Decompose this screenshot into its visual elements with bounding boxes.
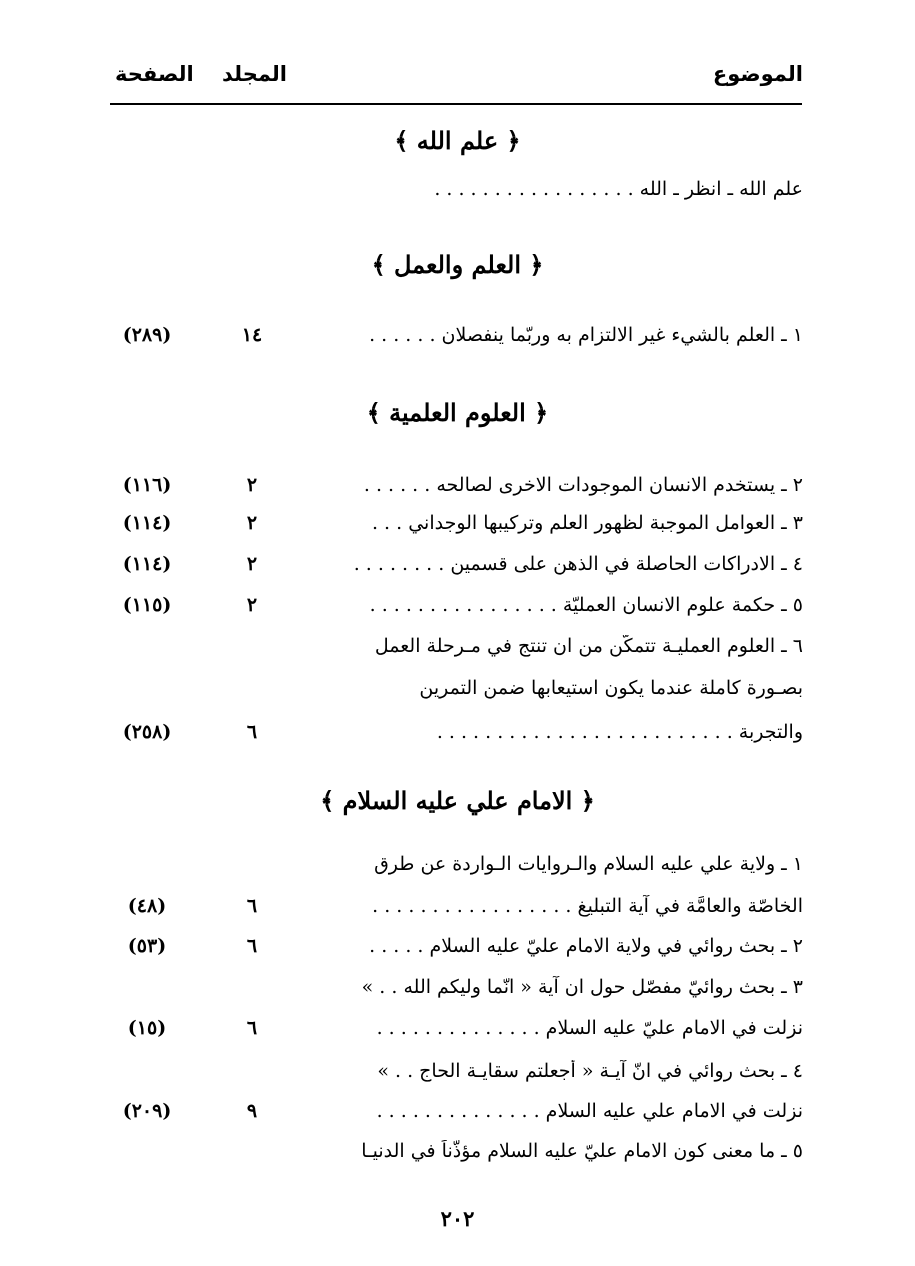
entry-line: نزلت في الامام عليّ عليه السلام . . . . . . . . . . . . . . (376, 1017, 803, 1039)
section-title: ﴿ العلم والعمل ﴾ (371, 250, 544, 279)
entry-line: ٤ ـ الادراكات الحاصلة في الذهن على قسمين . . . . . . . . (353, 553, 803, 575)
entry-volume: ٢ (246, 553, 258, 575)
entry-line: والتجربة . . . . . . . . . . . . . . . . . . . . . . . . . (436, 721, 803, 743)
entry-line: ٢ ـ بحث روائي في ولاية الامام عليّ عليه السلام . . . . . (369, 935, 803, 957)
entry-line: ١ ـ العلم بالشيء غير الالتزام به وربّما ينفصلان . . . . . . (369, 324, 803, 346)
entry-page: (١١٦) (122, 474, 172, 496)
entry-line: بصـورة كاملة عندما يكون استيعابها ضمن التمرين (419, 677, 803, 699)
entry-page: (١١٥) (122, 594, 172, 616)
entry-line: الخاصّة والعامَّة في آية التبليغ . . . . . . . . . . . . . . . . . (372, 895, 803, 917)
entry-page: (٢٠٩) (122, 1100, 172, 1122)
entry-volume: ٢ (246, 512, 258, 534)
entry-line: ٣ ـ بحث روائيّ مفصّل حول ان آية « انّما وليكم الله . . » (361, 976, 803, 998)
entry-volume: ٦ (246, 895, 258, 917)
entry-line: ٣ ـ العوامل الموجبة لظهور العلم وتركيبها الوجداني . . . (371, 512, 803, 534)
entry-line: ١ ـ ولاية علي عليه السلام والـروايات الـواردة عن طرق (374, 853, 803, 875)
entry-volume: ٩ (246, 1100, 258, 1122)
entry-line: ٦ ـ العلوم العمليـة تتمكّن من ان تنتج في مـرحلة العمل (374, 635, 803, 657)
entry-page: (٢٥٨) (122, 721, 172, 743)
entry-line: ٤ ـ بحث روائي في انّ آيـة « أجعلتم سقايـة الحاج . . » (377, 1060, 803, 1082)
column-header-page: الصفحة (115, 62, 194, 86)
header-rule (110, 103, 802, 105)
entry-volume: ٦ (246, 1017, 258, 1039)
entry-volume: ٦ (246, 721, 258, 743)
entry-volume: ٢ (246, 474, 258, 496)
page-number: ٢٠٢ (440, 1206, 475, 1231)
section-title: ﴿ علم الله ﴾ (394, 126, 521, 155)
entry-volume: ٢ (246, 594, 258, 616)
entry-volume: ١٤ (241, 324, 263, 346)
section-title: ﴿ العلوم العلمية ﴾ (366, 398, 549, 427)
entry-volume: ٦ (246, 935, 258, 957)
section-title: ﴿ الامام علي عليه السلام ﴾ (320, 786, 595, 815)
entry-line: ٥ ـ ما معنى كون الامام عليّ عليه السلام مؤذّناً في الدنيـا (361, 1140, 803, 1162)
entry-line: ٢ ـ يستخدم الانسان الموجودات الاخرى لصالحه . . . . . . (363, 474, 803, 496)
entry-page: (١١٤) (122, 553, 172, 575)
entry-line: علم الله ـ انظر ـ الله . . . . . . . . . . . . . . . . . (434, 178, 803, 200)
column-header-volume: المجلد (222, 62, 287, 86)
entry-page: (٥٣) (127, 935, 167, 957)
entry-page: (١١٤) (122, 512, 172, 534)
entry-line: ٥ ـ حكمة علوم الانسان العمليّة . . . . . . . . . . . . . . . . (369, 594, 803, 616)
column-header-topic: الموضوع (712, 62, 803, 86)
entry-page: (٢٨٩) (122, 324, 172, 346)
entry-line: نزلت في الامام علي عليه السلام . . . . . . . . . . . . . . (376, 1100, 803, 1122)
entry-page: (٤٨) (127, 895, 167, 917)
entry-page: (١٥) (127, 1017, 167, 1039)
